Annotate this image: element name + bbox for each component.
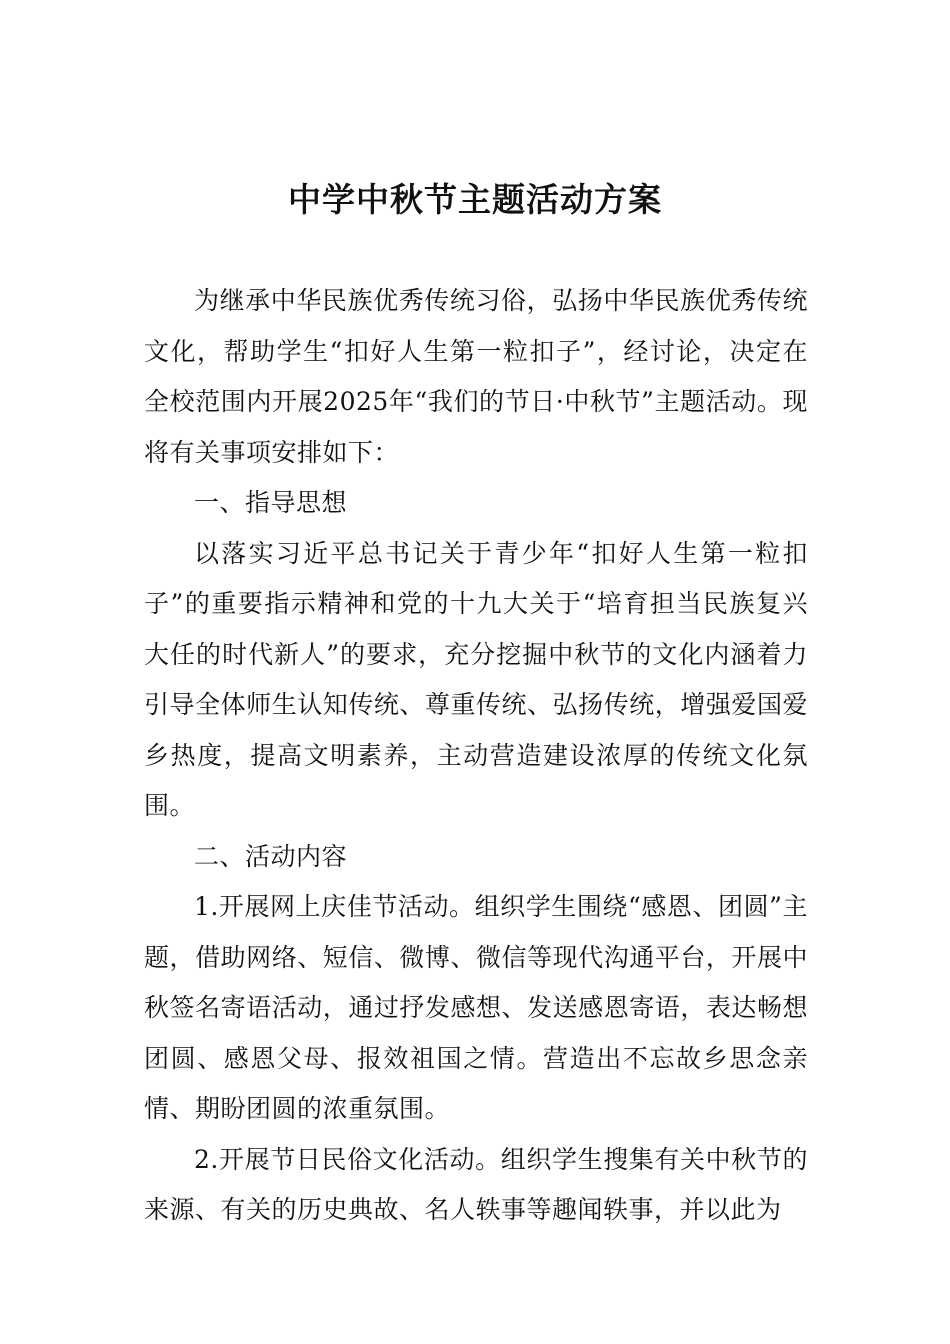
section-heading-activity-content: 二、活动内容: [194, 841, 348, 871]
document-body: [144, 276, 808, 1236]
paragraph-activity-1: 1.开展网上庆佳节活动。组织学生围绕“感恩、团圆”主题，借助网络、短信、微博、微信等现代沟通平台，开展中秋签名寄语活动，通过抒发感想、发送感恩寄语，表达畅想团圆、感恩父母、报效祖国之情。营造出不忘故乡思念亲情、期盼团圆的浓重氛围。: [144, 892, 808, 1123]
document-title: 中学中秋节主题活动方案: [288, 180, 662, 219]
paragraph-activity-2: 2.开展节日民俗文化活动。组织学生搜集有关中秋节的来源、有关的历史典故、名人轶事等趣闻轶事，并以此为: [144, 1144, 808, 1224]
paragraph-intro: 为继承中华民族优秀传统习俗，弘扬中华民族优秀传统文化，帮助学生“扣好人生第一粒扣子”，经讨论，决定在全校范围内开展2025年“我们的节日·中秋节”主题活动。现将有关事项安排如下：: [144, 286, 808, 467]
section-heading-guiding-ideology: 一、指导思想: [194, 488, 348, 517]
paragraph-guiding-ideology: 以落实习近平总书记关于青少年“扣好人生第一粒扣子”的重要指示精神和党的十九大关于“培育担当民族复兴大任的时代新人”的要求，充分挖掘中秋节的文化内涵着力引导全体师生认知传统、尊重传统、弘扬传统，增强爱国爱乡热度，提高文明素养，主动营造建设浓厚的传统文化氛围。: [144, 538, 808, 820]
